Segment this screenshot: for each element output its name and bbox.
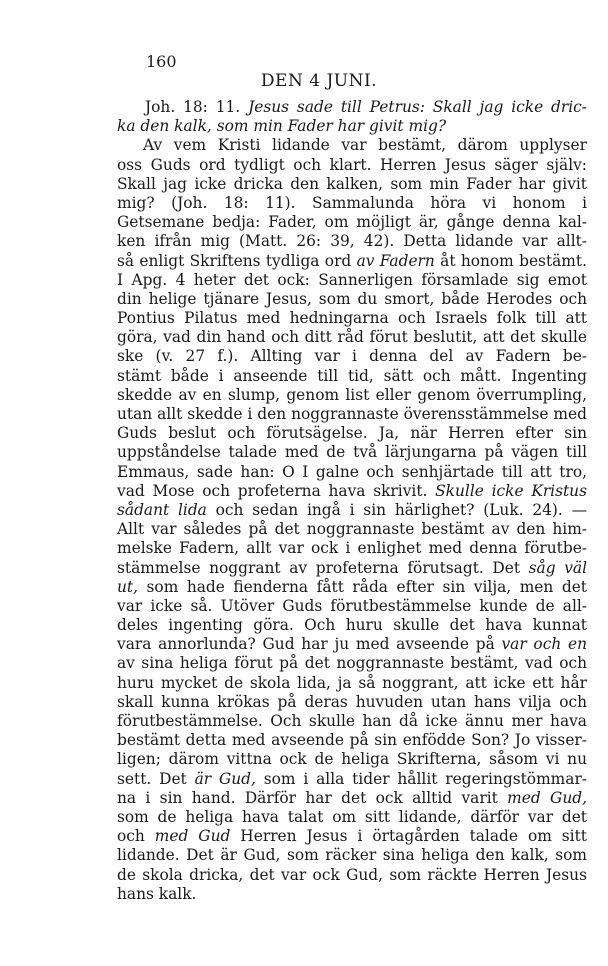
text-segment: som i alla tider hållit regeringstömmar- <box>255 769 587 788</box>
text-line <box>117 328 587 347</box>
text-segment: som de heliga hava talat om sitt lidande, därför var det <box>117 807 587 826</box>
italic-text: med Gud <box>154 827 231 846</box>
text-line <box>117 482 587 501</box>
text-segment: och sedan ingå i sin härlighet? (Luk. 24). — <box>206 500 587 519</box>
text-segment: vad Mose och profeterna hava skrivit. <box>117 481 436 500</box>
text-line <box>117 98 587 117</box>
text-segment: de skola dricka, det var ock Gud, som räckte Herren Jesus <box>117 865 587 884</box>
text-segment: mig? (Joh. 18: 11). Sammalunda höra vi honom i <box>117 193 587 212</box>
text-segment: Joh. 18: 11. <box>145 98 249 116</box>
text-line <box>117 463 587 482</box>
italic-text: är Gud, <box>194 769 256 788</box>
text-line <box>117 309 587 328</box>
text-line <box>117 731 587 750</box>
text-segment: deles ingenting göra. Och huru skulle det hava kunnat <box>117 616 587 635</box>
italic-text: såg väl <box>528 558 587 577</box>
italic-text: Skulle icke Kristus <box>435 481 587 500</box>
text-line <box>117 156 587 175</box>
text-line <box>117 367 587 386</box>
page-heading: DEN 4 JUNI. <box>260 71 378 91</box>
text-line <box>117 827 587 846</box>
text-line <box>117 712 587 731</box>
text-segment: huru mycket de skola lida, ja så noggrant, att icke ett hår <box>117 673 587 692</box>
text-line <box>117 194 587 213</box>
text-line <box>117 405 587 424</box>
text-line <box>117 252 587 271</box>
text-segment: Pontius Pilatus med hedningarna och Israels folk till att <box>117 309 587 328</box>
text-line <box>117 117 587 136</box>
text-line <box>117 770 587 789</box>
text-segment: och <box>117 827 155 846</box>
text-segment: ske (v. 27 f.). Allting var i denna del av Fadern be- <box>117 347 587 366</box>
text-segment: Herren Jesus i örtagården talade om sitt <box>230 827 587 846</box>
italic-text: med Gud, <box>507 788 587 807</box>
text-line <box>117 136 587 155</box>
text-segment: oss Guds ord tydligt och klart. Herren Jesus säger själv: <box>117 155 587 174</box>
text-line <box>117 866 587 885</box>
text-segment: var icke så. Utöver Guds förutbestämmelse kunde de all- <box>117 596 587 615</box>
italic-text: sådant lida <box>117 500 207 519</box>
text-line <box>117 347 587 366</box>
text-segment: Av vem Kristi lidande var bestämt, därom upplyser <box>143 136 587 155</box>
text-line <box>117 789 587 808</box>
body-text <box>117 98 587 904</box>
text-line <box>117 597 587 616</box>
text-line <box>117 213 587 232</box>
text-line <box>117 386 587 405</box>
text-line <box>117 559 587 578</box>
text-line <box>117 750 587 769</box>
text-line <box>117 635 587 654</box>
text-segment: hans kalk. <box>117 884 197 903</box>
text-segment: stämmelse noggrant av profeterna förutsagt. Det <box>117 558 529 577</box>
text-segment: sett. Det <box>117 769 195 788</box>
text-segment: skall kunna krökas på deras huvuden utan hans vilja och <box>117 692 587 711</box>
text-segment: Allt var således på det noggrannaste bestämt av den him- <box>117 520 587 539</box>
text-segment: så enligt Skriftens tydliga ord <box>117 251 357 270</box>
text-segment: uppståndelse talade med de två lärjungarna på vägen till <box>117 443 587 462</box>
text-segment: utan allt skedde i den noggrannaste överensstämmelse med <box>117 405 587 423</box>
text-segment: förutbestämmelse. Och skulle han då icke ännu mer hava <box>117 712 587 730</box>
text-segment: Skall jag icke dricka den kalken, som min Fader har givit <box>117 174 587 193</box>
text-segment: I Apg. 4 heter det ock: Sannerligen församlade sig emot <box>117 270 587 289</box>
italic-text: ut, <box>117 577 138 596</box>
text-segment: ligen; därom vittna ock de heliga Skrifterna, såsom vi nu <box>117 750 587 769</box>
text-segment: skedde av en slump, genom list eller genom överrumpling, <box>117 385 587 404</box>
text-segment: Emmaus, sade han: O I galne och senhjärtade till att tro, <box>117 462 587 481</box>
text-segment: ken ifrån mig (Matt. 26: 39, 42). Detta lidande var allt- <box>117 232 587 251</box>
text-line <box>117 846 587 865</box>
text-line <box>117 290 587 309</box>
text-segment: din helige tjänare Jesus, som du smort, både Herodes och <box>117 289 587 308</box>
text-line <box>117 271 587 290</box>
text-segment: av sina heliga förut på det noggrannaste bestämt, vad och <box>117 654 587 673</box>
text-line <box>117 693 587 712</box>
italic-text: av Fadern <box>356 251 435 270</box>
text-segment: bestämt detta med avseende på sin enfödde Son? Jo visser- <box>117 731 587 750</box>
italic-text: var och en <box>501 635 587 654</box>
text-line <box>117 520 587 539</box>
text-line <box>117 501 587 520</box>
text-segment: Guds beslut och förutsägelse. Ja, när Herren efter sin <box>117 424 587 443</box>
italic-text: ka den kalk, som min Fader har givit mig? <box>117 117 447 136</box>
text-segment: melske Fadern, allt var ock i enlighet med denna förutbe- <box>117 539 587 558</box>
text-line <box>117 232 587 251</box>
text-line <box>117 654 587 673</box>
text-line <box>117 578 587 597</box>
text-segment: lidande. Det är Gud, som räcker sina heliga den kalk, som <box>117 846 587 865</box>
text-line <box>117 424 587 443</box>
text-segment: göra, vad din hand och ditt råd förut beslutit, att det skulle <box>117 328 587 347</box>
text-line <box>117 885 587 904</box>
text-segment: som hade fienderna fått råda efter sin vilja, men det <box>138 577 587 596</box>
text-line <box>117 616 587 635</box>
text-segment: vara annorlunda? Gud har ju med avseende på <box>117 635 502 654</box>
text-segment: na i sin hand. Därför har det ock alltid varit <box>117 788 508 807</box>
text-segment: Getsemane bedja: Fader, om möjligt är, gånge denna kal- <box>117 213 587 232</box>
text-segment: stämt både i anseende till tid, sätt och mått. Ingenting <box>117 366 587 385</box>
text-line <box>117 808 587 827</box>
text-line <box>117 539 587 558</box>
page-number: 160 <box>146 52 177 71</box>
text-line <box>117 674 587 693</box>
italic-text: Jesus sade till Petrus: Skall jag icke dric- <box>248 98 587 116</box>
text-segment: åt honom bestämt. <box>434 251 587 270</box>
text-line <box>117 443 587 462</box>
text-line <box>117 175 587 194</box>
